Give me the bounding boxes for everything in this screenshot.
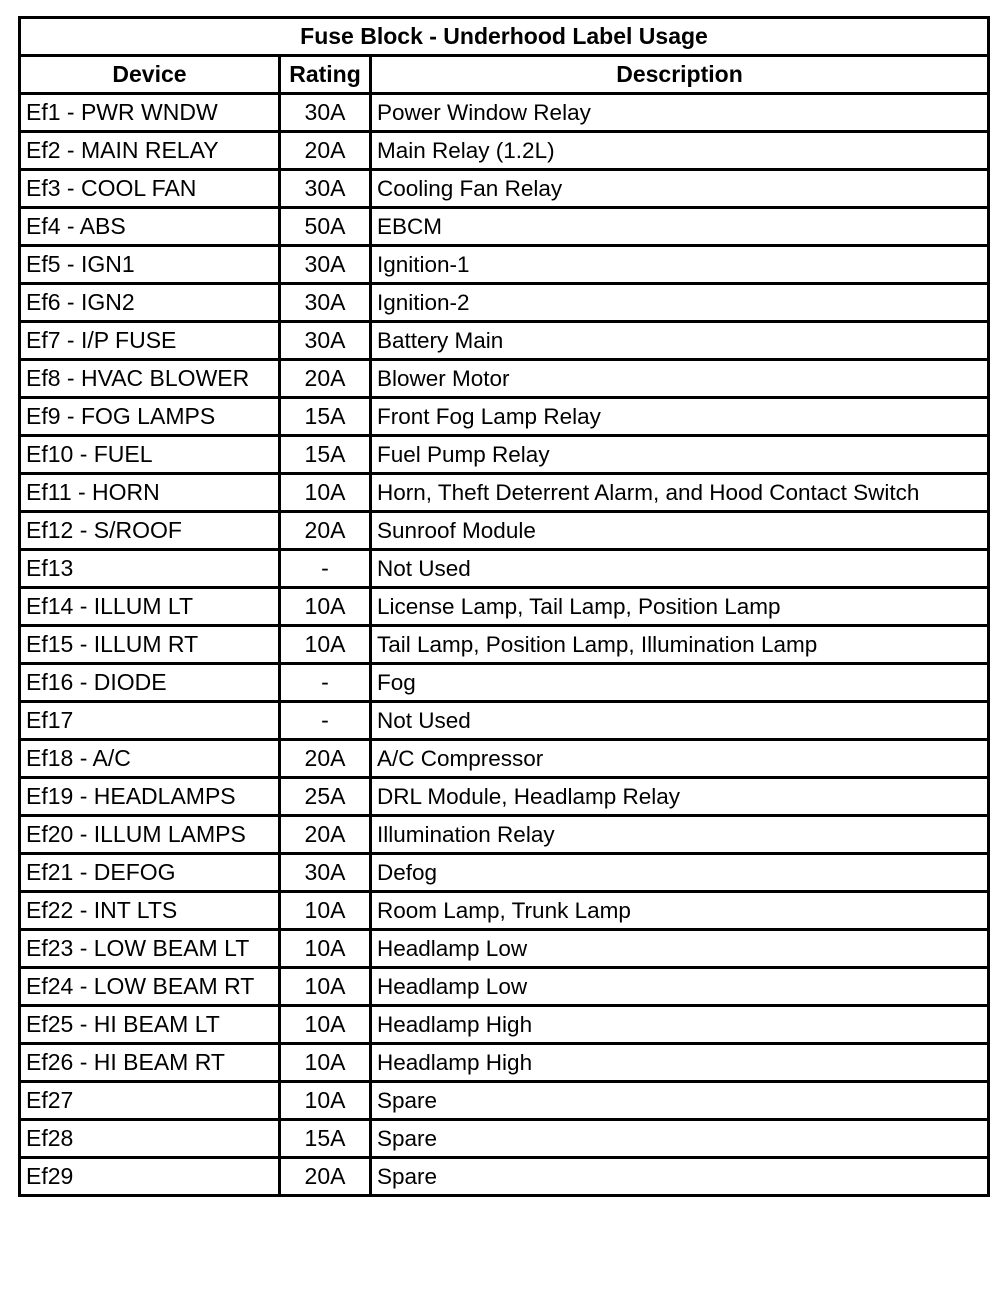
- device-cell: Ef21 - DEFOG: [20, 854, 280, 892]
- rating-cell: 10A: [280, 1044, 371, 1082]
- device-cell: Ef17: [20, 702, 280, 740]
- rating-cell: 20A: [280, 512, 371, 550]
- table-row: [20, 1120, 989, 1158]
- table-row: [20, 702, 989, 740]
- device-cell: Ef1 - PWR WNDW: [20, 94, 280, 132]
- description-cell: Spare: [371, 1120, 989, 1158]
- rating-cell: 20A: [280, 740, 371, 778]
- table-row: [20, 512, 989, 550]
- rating-cell: 30A: [280, 284, 371, 322]
- column-header-description: Description: [371, 56, 989, 94]
- table-row: [20, 1006, 989, 1044]
- rating-cell: 15A: [280, 436, 371, 474]
- description-cell: Room Lamp, Trunk Lamp: [371, 892, 989, 930]
- table-row: [20, 550, 989, 588]
- device-cell: Ef4 - ABS: [20, 208, 280, 246]
- rating-cell: 20A: [280, 132, 371, 170]
- table-row: [20, 588, 989, 626]
- rating-cell: 20A: [280, 360, 371, 398]
- fuse-usage-table: [18, 16, 990, 1197]
- table-row: [20, 664, 989, 702]
- table-body: [20, 94, 989, 1196]
- rating-cell: 20A: [280, 816, 371, 854]
- description-cell: Ignition-1: [371, 246, 989, 284]
- table-row: [20, 208, 989, 246]
- device-cell: Ef20 - ILLUM LAMPS: [20, 816, 280, 854]
- device-cell: Ef11 - HORN: [20, 474, 280, 512]
- rating-cell: 10A: [280, 626, 371, 664]
- device-cell: Ef18 - A/C: [20, 740, 280, 778]
- table-row: [20, 398, 989, 436]
- table-row: [20, 1158, 989, 1196]
- table-row: [20, 132, 989, 170]
- table-title: Fuse Block - Underhood Label Usage: [20, 18, 989, 56]
- rating-cell: -: [280, 702, 371, 740]
- description-cell: Tail Lamp, Position Lamp, Illumination Lamp: [371, 626, 989, 664]
- device-cell: Ef15 - ILLUM RT: [20, 626, 280, 664]
- device-cell: Ef29: [20, 1158, 280, 1196]
- rating-cell: 10A: [280, 1082, 371, 1120]
- table-row: [20, 740, 989, 778]
- device-cell: Ef6 - IGN2: [20, 284, 280, 322]
- title-row: [20, 18, 989, 56]
- description-cell: Power Window Relay: [371, 94, 989, 132]
- device-cell: Ef27: [20, 1082, 280, 1120]
- description-cell: License Lamp, Tail Lamp, Position Lamp: [371, 588, 989, 626]
- table-row: [20, 778, 989, 816]
- table-row: [20, 94, 989, 132]
- description-cell: Horn, Theft Deterrent Alarm, and Hood Contact Switch: [371, 474, 989, 512]
- table-row: [20, 284, 989, 322]
- rating-cell: 30A: [280, 94, 371, 132]
- rating-cell: 30A: [280, 246, 371, 284]
- device-cell: Ef10 - FUEL: [20, 436, 280, 474]
- table-row: [20, 968, 989, 1006]
- rating-cell: 50A: [280, 208, 371, 246]
- device-cell: Ef5 - IGN1: [20, 246, 280, 284]
- table-row: [20, 322, 989, 360]
- table-row: [20, 170, 989, 208]
- description-cell: Battery Main: [371, 322, 989, 360]
- rating-cell: 15A: [280, 1120, 371, 1158]
- table-row: [20, 626, 989, 664]
- rating-cell: 10A: [280, 892, 371, 930]
- description-cell: Not Used: [371, 702, 989, 740]
- rating-cell: 10A: [280, 1006, 371, 1044]
- device-cell: Ef22 - INT LTS: [20, 892, 280, 930]
- column-header-rating: Rating: [280, 56, 371, 94]
- device-cell: Ef8 - HVAC BLOWER: [20, 360, 280, 398]
- table-row: [20, 854, 989, 892]
- table-row: [20, 892, 989, 930]
- device-cell: Ef26 - HI BEAM RT: [20, 1044, 280, 1082]
- description-cell: Fuel Pump Relay: [371, 436, 989, 474]
- description-cell: Not Used: [371, 550, 989, 588]
- rating-cell: 10A: [280, 474, 371, 512]
- rating-cell: 30A: [280, 170, 371, 208]
- table-row: [20, 1082, 989, 1120]
- description-cell: Spare: [371, 1082, 989, 1120]
- device-cell: Ef3 - COOL FAN: [20, 170, 280, 208]
- description-cell: A/C Compressor: [371, 740, 989, 778]
- column-header-device: Device: [20, 56, 280, 94]
- device-cell: Ef13: [20, 550, 280, 588]
- description-cell: Headlamp High: [371, 1006, 989, 1044]
- device-cell: Ef19 - HEADLAMPS: [20, 778, 280, 816]
- table-row: [20, 930, 989, 968]
- description-cell: Headlamp High: [371, 1044, 989, 1082]
- device-cell: Ef7 - I/P FUSE: [20, 322, 280, 360]
- description-cell: Fog: [371, 664, 989, 702]
- rating-cell: 25A: [280, 778, 371, 816]
- device-cell: Ef12 - S/ROOF: [20, 512, 280, 550]
- device-cell: Ef24 - LOW BEAM RT: [20, 968, 280, 1006]
- description-cell: Blower Motor: [371, 360, 989, 398]
- description-cell: EBCM: [371, 208, 989, 246]
- description-cell: Illumination Relay: [371, 816, 989, 854]
- table-row: [20, 816, 989, 854]
- table-row: [20, 474, 989, 512]
- device-cell: Ef9 - FOG LAMPS: [20, 398, 280, 436]
- table-head: [20, 18, 989, 94]
- description-cell: Cooling Fan Relay: [371, 170, 989, 208]
- device-cell: Ef28: [20, 1120, 280, 1158]
- rating-cell: 10A: [280, 930, 371, 968]
- rating-cell: 30A: [280, 854, 371, 892]
- table-row: [20, 1044, 989, 1082]
- device-cell: Ef23 - LOW BEAM LT: [20, 930, 280, 968]
- rating-cell: 10A: [280, 968, 371, 1006]
- rating-cell: 10A: [280, 588, 371, 626]
- device-cell: Ef25 - HI BEAM LT: [20, 1006, 280, 1044]
- header-row: [20, 56, 989, 94]
- description-cell: Front Fog Lamp Relay: [371, 398, 989, 436]
- rating-cell: 30A: [280, 322, 371, 360]
- description-cell: DRL Module, Headlamp Relay: [371, 778, 989, 816]
- description-cell: Defog: [371, 854, 989, 892]
- description-cell: Ignition-2: [371, 284, 989, 322]
- description-cell: Main Relay (1.2L): [371, 132, 989, 170]
- description-cell: Spare: [371, 1158, 989, 1196]
- description-cell: Sunroof Module: [371, 512, 989, 550]
- rating-cell: -: [280, 550, 371, 588]
- rating-cell: 20A: [280, 1158, 371, 1196]
- device-cell: Ef2 - MAIN RELAY: [20, 132, 280, 170]
- rating-cell: 15A: [280, 398, 371, 436]
- rating-cell: -: [280, 664, 371, 702]
- device-cell: Ef16 - DIODE: [20, 664, 280, 702]
- description-cell: Headlamp Low: [371, 930, 989, 968]
- device-cell: Ef14 - ILLUM LT: [20, 588, 280, 626]
- table-row: [20, 360, 989, 398]
- description-cell: Headlamp Low: [371, 968, 989, 1006]
- table-row: [20, 436, 989, 474]
- table-row: [20, 246, 989, 284]
